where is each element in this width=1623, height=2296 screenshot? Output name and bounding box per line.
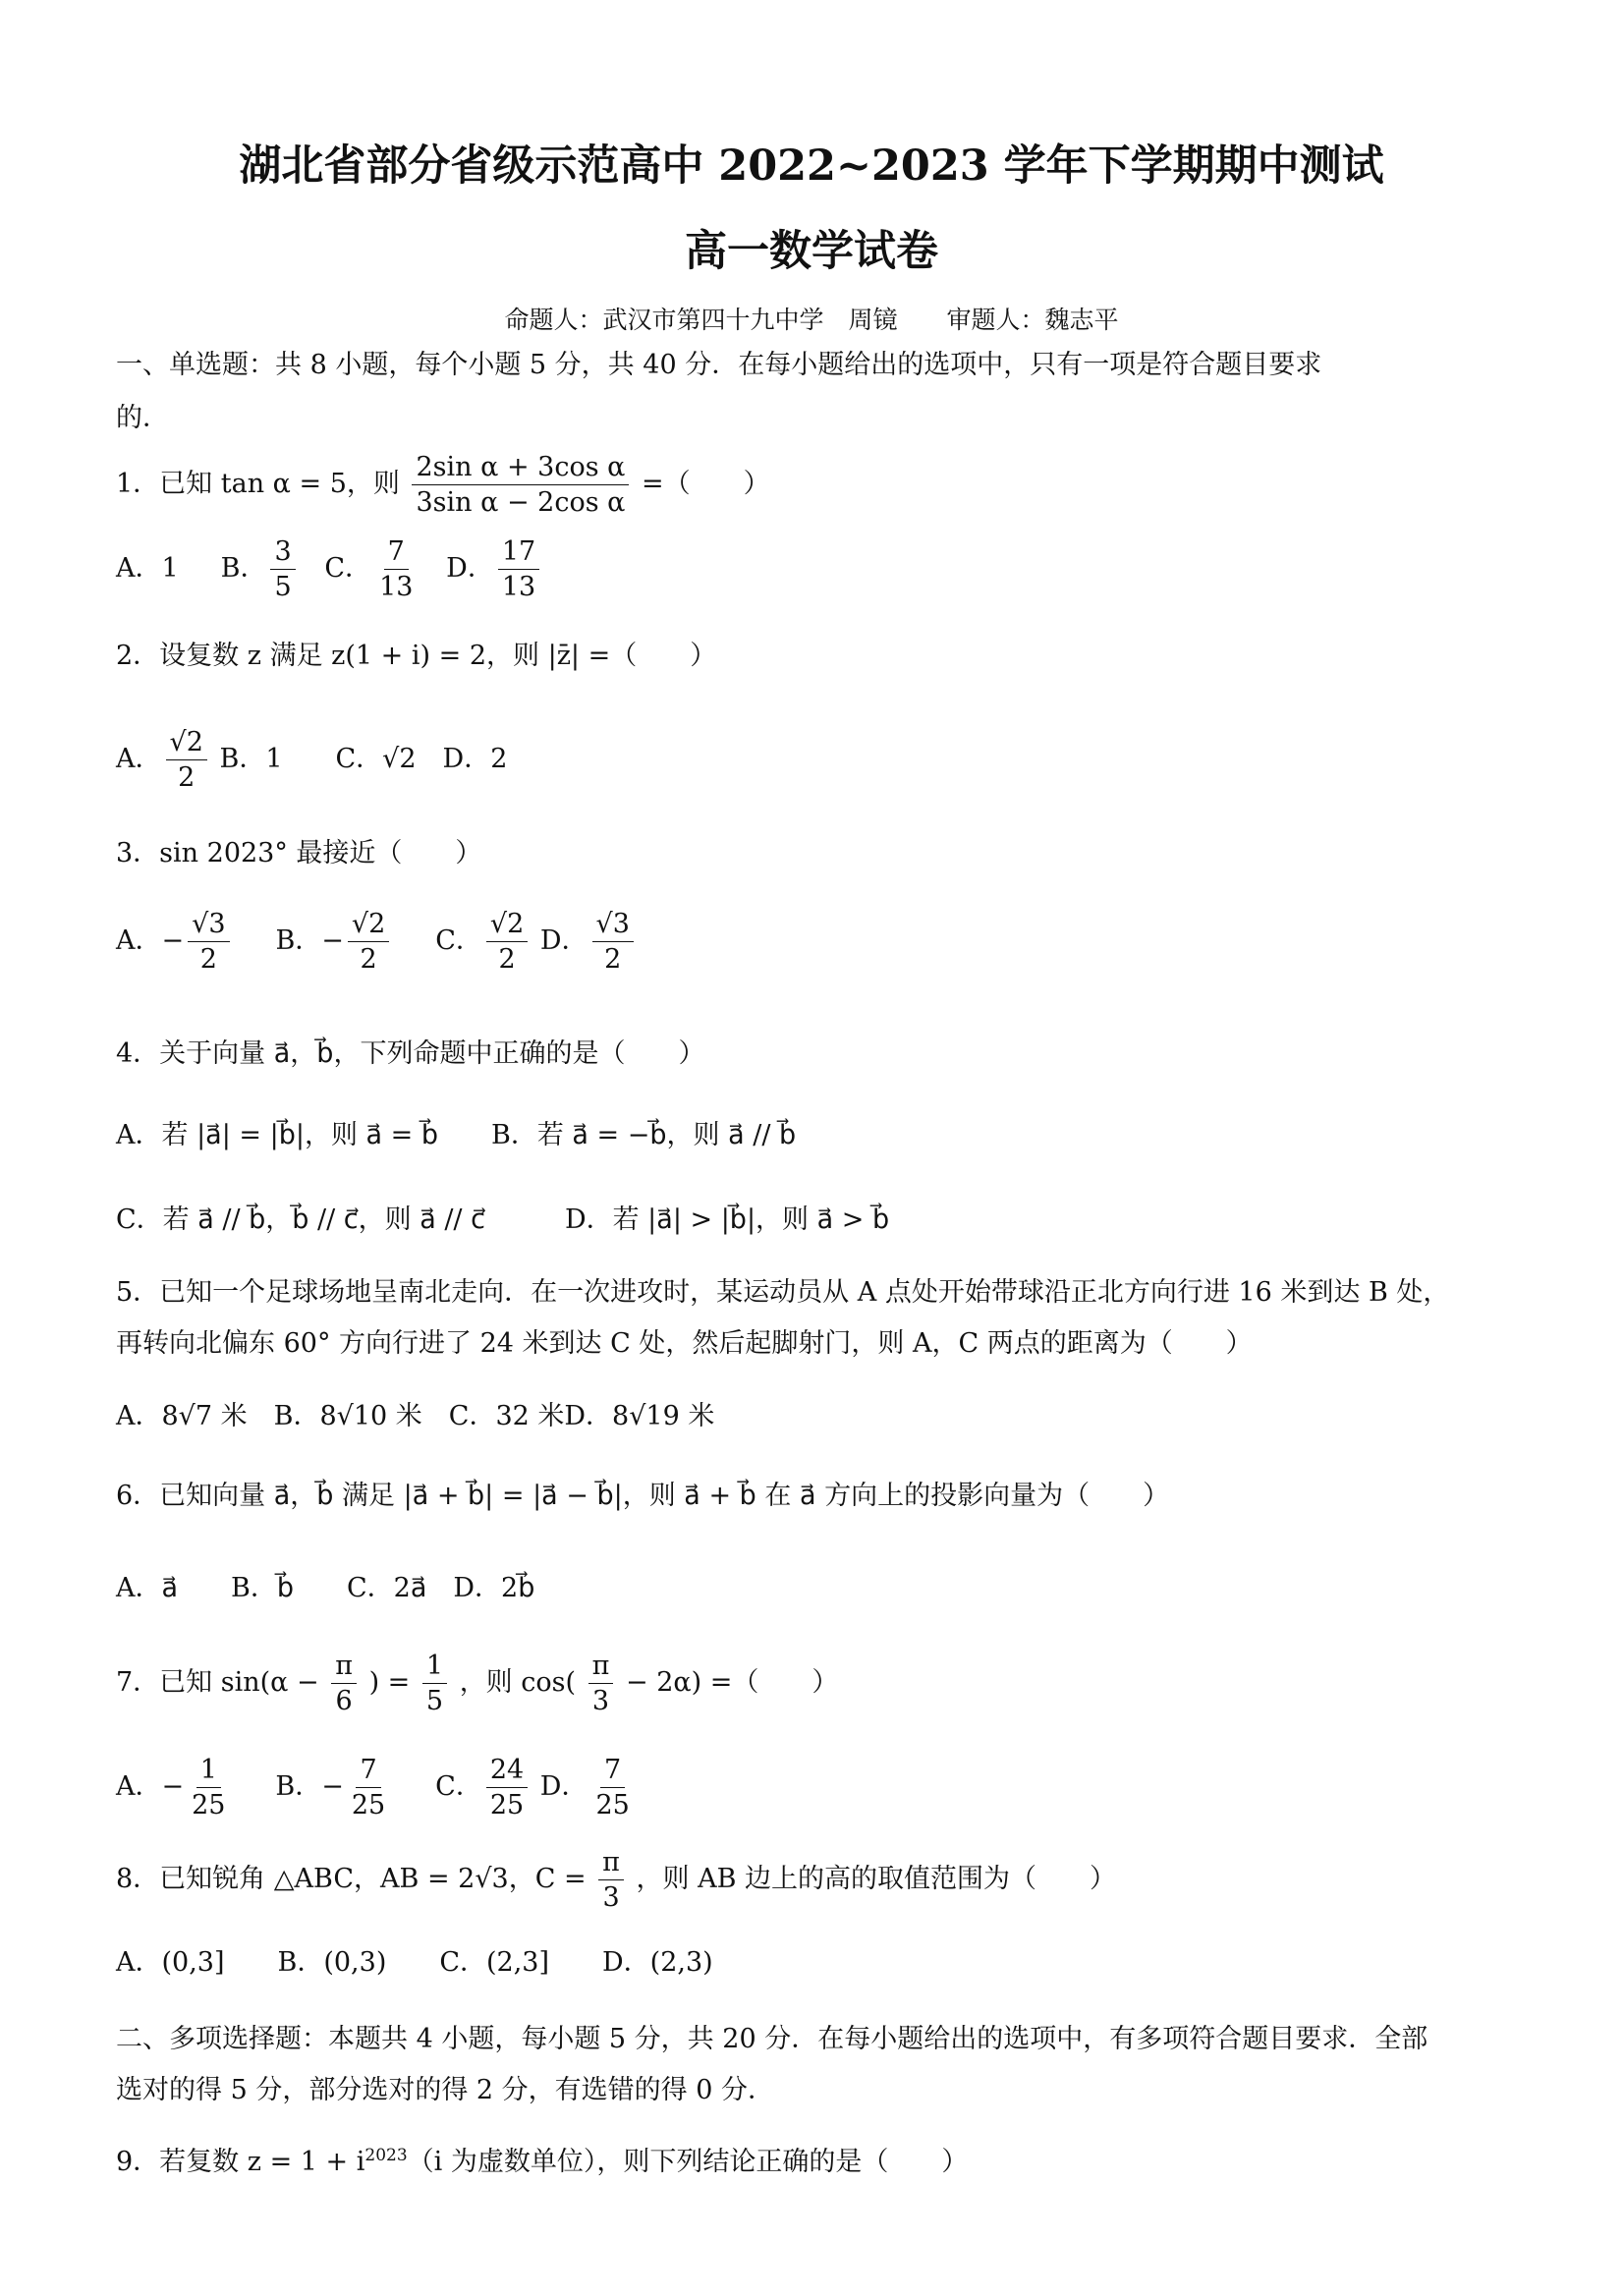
q3-option-c-den: 2 [498, 944, 516, 976]
exam-subtitle: 高一数学试卷 [685, 227, 938, 276]
q7-stem-a: 7．已知 sin(α − [116, 1667, 319, 1699]
q1-option-d-num: 17 [498, 536, 539, 570]
q1-stem-b: =（ ） [641, 469, 770, 500]
question-7-stem [116, 1651, 838, 1716]
q7-pi6-den: 6 [335, 1686, 353, 1717]
question-8-stem [116, 1847, 1116, 1913]
q1-fraction [412, 452, 629, 518]
q7-stem-d: − 2α) =（ ） [625, 1667, 839, 1699]
q1-option-c-den: 13 [379, 572, 414, 603]
q7-value-den: 5 [425, 1686, 444, 1717]
section1-heading-line2: 的． [116, 403, 169, 433]
q1-option-c-fraction [375, 536, 417, 602]
q7-pi-3-fraction [588, 1651, 614, 1716]
q7-pi-6-fraction [331, 1651, 357, 1716]
q7-option-a-label: A．− [116, 1771, 185, 1803]
question-5-line1: 5．已知一个足球场地呈南北走向．在一次进攻时，某运动员从 A 点处开始带球沿正北方向行进 16 米到达 B 处， [116, 1277, 1450, 1308]
q9-stem-a: 9．若复数 z = 1 + i [116, 2147, 365, 2177]
q2-options-rest: B．1 C．√2 D．2 [219, 744, 508, 775]
q3-option-c-label: C． [435, 925, 482, 957]
question-1-options [116, 536, 543, 602]
q1-option-c-num: 7 [384, 536, 409, 570]
question-6-stem: 6．已知向量 a⃗，b⃗ 满足 |a⃗ + b⃗| = |a⃗ − b⃗|，则 a⃗ + b⃗ 在 a⃗ 方向上的投影向量为（ ） [116, 1481, 1170, 1511]
section2-heading-line2: 选对的得 5 分，部分选对的得 2 分，有选错的得 0 分． [116, 2075, 775, 2105]
q1-option-b-num: 3 [270, 536, 295, 570]
q3-option-d-num: √3 [592, 909, 634, 942]
q1-option-d-den: 13 [501, 572, 536, 603]
q7-option-d-num: 7 [600, 1755, 625, 1788]
q3-option-a-den: 2 [199, 944, 217, 976]
exam-title: 湖北省部分省级示范高中 2022~2023 学年下学期期中测试 [239, 141, 1384, 191]
q2-option-a-den: 2 [178, 762, 196, 794]
q7-option-b-num: 7 [356, 1755, 380, 1788]
q8-c-num: π [598, 1847, 624, 1880]
q7-option-c-label: C． [435, 1771, 482, 1803]
q3-option-a-num: √3 [188, 909, 229, 942]
q7-value-num: 1 [422, 1651, 447, 1684]
q7-stem-b: ) = [368, 1667, 411, 1699]
q3-option-b-fraction [348, 909, 389, 975]
q3-option-a-fraction [188, 909, 229, 975]
question-6-options: A．a⃗ B．b⃗ C．2a⃗ D．2b⃗ [116, 1573, 535, 1603]
q1-frac-den: 3sin α − 2cos α [416, 487, 626, 519]
q8-c-fraction [598, 1847, 624, 1913]
q8-stem-b: ，则 AB 边上的高的取值范围为（ ） [636, 1864, 1117, 1895]
q7-option-b-den: 25 [351, 1790, 386, 1821]
q1-frac-num: 2sin α + 3cos α [412, 452, 629, 485]
q7-option-c-num: 24 [486, 1755, 528, 1788]
question-3-options [116, 909, 638, 975]
q3-option-b-label: B．− [275, 925, 344, 957]
q7-option-b-fraction [348, 1755, 389, 1820]
question-4-stem: 4．关于向量 a⃗，b⃗，下列命题中正确的是（ ） [116, 1038, 705, 1069]
q7-pi3-den: 3 [591, 1686, 610, 1717]
q7-option-a-den: 25 [192, 1790, 226, 1821]
question-3-stem: 3．sin 2023° 最接近（ ） [116, 838, 482, 868]
question-7-options [116, 1755, 638, 1820]
section2-heading-line1: 二、多项选择题：本题共 4 小题，每小题 5 分，共 20 分．在每小题给出的选项中，有多项符合题目要求．全部 [116, 2024, 1428, 2054]
q8-stem-a: 8．已知锐角 △ABC，AB = 2√3，C = [116, 1864, 587, 1895]
question-8-options: A．(0,3] B．(0,3) C．(2,3] D．(2,3) [116, 1947, 713, 1978]
q3-option-d-label: D． [539, 925, 588, 957]
question-4-options-ab: A．若 |a⃗| = |b⃗|，则 a⃗ = b⃗ B．若 a⃗ = −b⃗，则 a⃗ // b⃗ [116, 1120, 797, 1150]
q7-option-c-den: 25 [489, 1790, 525, 1821]
q1-option-b-fraction [270, 536, 295, 602]
q9-exponent: 2023 [364, 2146, 408, 2165]
question-5-options: A．8√7 米 B．8√10 米 C．32 米D．8√19 米 [116, 1401, 715, 1431]
q7-option-a-num: 1 [196, 1755, 221, 1788]
q7-option-b-label: B．− [275, 1771, 344, 1803]
q7-option-d-label: D． [539, 1771, 588, 1803]
q7-option-c-fraction [486, 1755, 528, 1820]
q3-option-a-label: A．− [116, 925, 185, 957]
q3-option-b-den: 2 [360, 944, 377, 976]
q7-stem-c: ，则 cos( [459, 1667, 577, 1699]
q7-pi6-num: π [331, 1651, 357, 1684]
question-2-options [116, 727, 507, 793]
question-1-stem [116, 452, 770, 518]
section1-heading-line1: 一、单选题：共 8 小题，每个小题 5 分，共 40 分．在每小题给出的选项中，只有一项是符合题目要求 [116, 350, 1322, 380]
question-9-stem [116, 2146, 968, 2178]
q2-option-a-num: √2 [166, 727, 207, 760]
q3-option-d-fraction [592, 909, 634, 975]
q3-option-b-num: √2 [348, 909, 389, 942]
question-5-line2: 再转向北偏东 60° 方向行进了 24 米到达 C 处，然后起脚射门，则 A，C 两点的距离为（ ） [116, 1328, 1253, 1359]
q7-pi3-num: π [588, 1651, 614, 1684]
q7-option-a-fraction [188, 1755, 229, 1820]
question-4-options-cd: C．若 a⃗ // b⃗，b⃗ // c⃗，则 a⃗ // c⃗ D．若 |a⃗| > |b⃗|，则 a⃗ > b⃗ [116, 1204, 890, 1235]
q3-option-c-fraction [486, 909, 528, 975]
q9-stem-b: （i 为虚数单位），则下列结论正确的是（ ） [407, 2147, 969, 2177]
q2-option-a-label: A． [116, 744, 162, 775]
q8-c-den: 3 [602, 1882, 620, 1914]
q2-option-a-fraction [166, 727, 207, 793]
q1-option-c-label: C． [324, 553, 372, 585]
q1-option-d-fraction [498, 536, 539, 602]
q3-option-d-den: 2 [604, 944, 622, 976]
q1-option-d-label: D． [446, 553, 494, 585]
q1-option-a: A．1 [116, 553, 179, 585]
q7-value-fraction [422, 1651, 447, 1716]
author-line: 命题人：武汉市第四十九中学 周镜 审题人：魏志平 [504, 306, 1119, 334]
q1-option-b-label: B． [220, 553, 267, 585]
q7-option-d-den: 25 [595, 1790, 630, 1821]
q7-option-d-fraction [591, 1755, 633, 1820]
q3-option-c-num: √2 [486, 909, 528, 942]
question-2-stem: 2．设复数 z 满足 z(1 + i) = 2，则 |z̄| =（ ） [116, 641, 717, 671]
q1-option-b-den: 5 [274, 572, 292, 603]
q1-stem-a: 1．已知 tan α = 5，则 [116, 469, 400, 500]
